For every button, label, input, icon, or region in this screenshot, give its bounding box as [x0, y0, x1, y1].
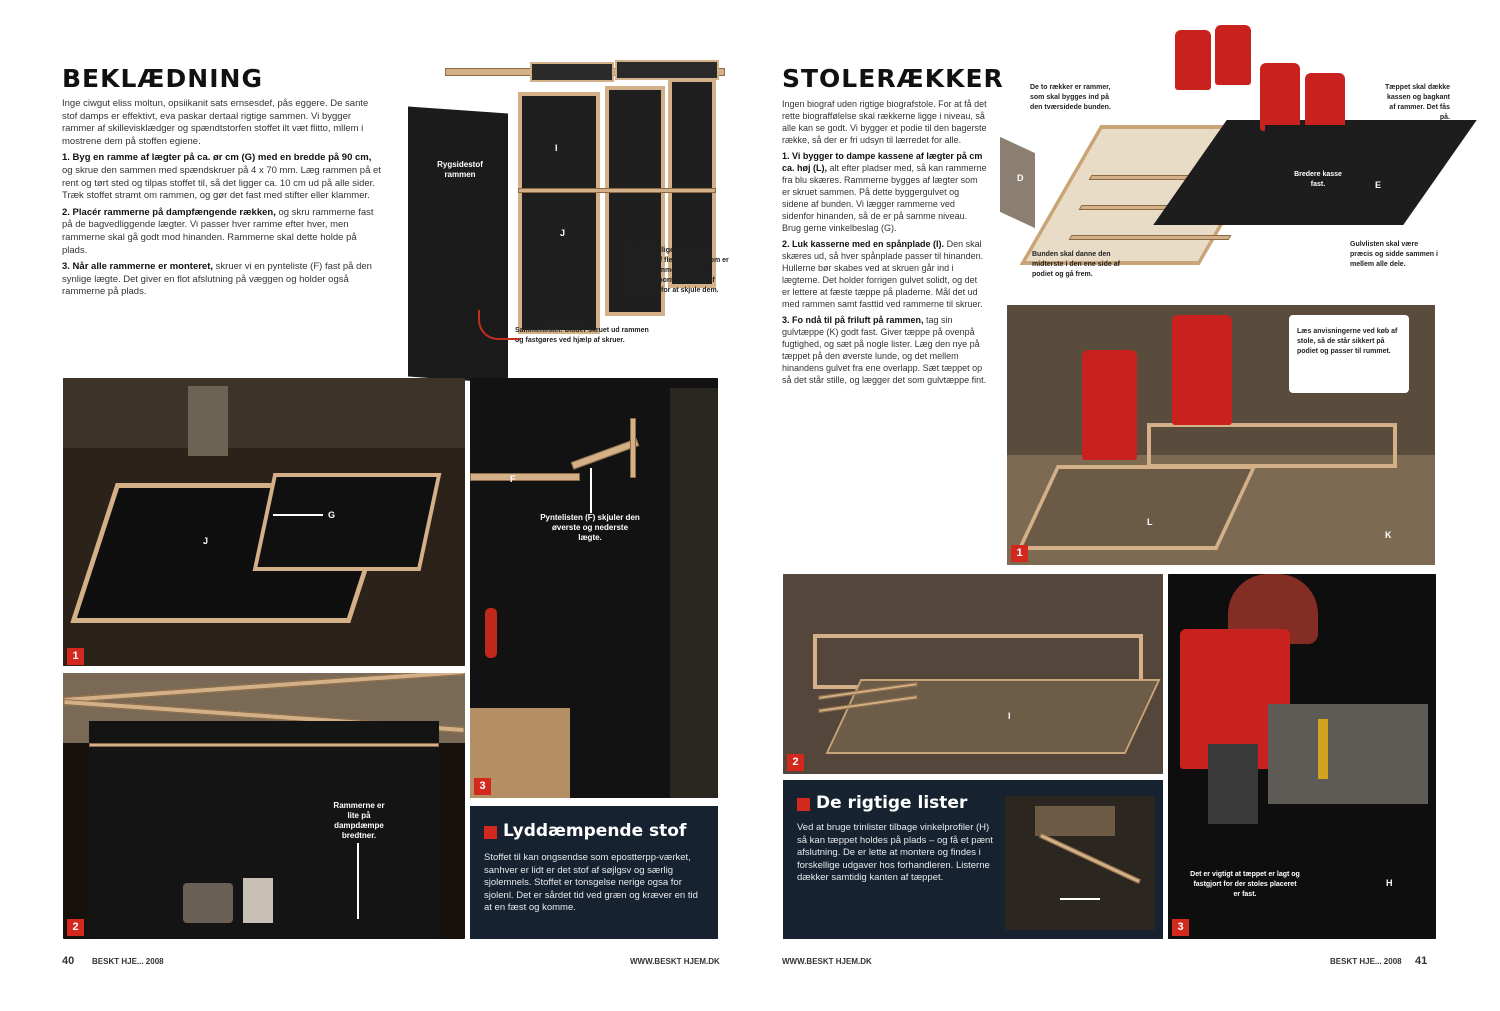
label-carpet: Tæppet skal dække kassen og bagkant af rammer. Det fås på.	[1385, 84, 1450, 121]
photo-3-caption: Pyntelisten (F) skjuler den øverste og nederste lægte.	[540, 513, 640, 542]
right-footer-magazine: BESKT HJE... 2008	[1330, 957, 1402, 966]
letter-f: F	[510, 474, 516, 484]
label-frames: De forskellige rammer er beviklet af flere lægter, som er skruet sammen. De er sammenmonteret siden af hinanden for at skjule dem.	[628, 247, 729, 294]
left-page-number: 40	[62, 955, 75, 967]
photo-3-number: 3	[474, 778, 491, 795]
right-step1-text: alt efter pladser med, så kan rammerne fra blu skæres. Rammerne bygges af lægter som er skruet sammen. På dette byggergulvet og sidene af bunden. Vi lægger rammerne ved sidenfor hinanden, så de er på samme niveau. Brug gerne vinkelbeslag (G).	[782, 163, 987, 233]
wall-panel-diagram	[400, 48, 735, 363]
infobox-right-text: Ved at bruge trinlister tilbage vinkelprofiler (H) så kan tæppet holdes på plads – og få et pænt afslutning. De er lette at montere og findes i forskellige udgaver hos forhandleren. Listerne dækker samtidig kanten af tæppet.	[797, 822, 993, 883]
letter-j: J	[203, 536, 209, 546]
letter-l: L	[1147, 517, 1153, 527]
photo-r3-caption: Det er vigtigt at tæppet er lagt og fastgjort for der stoles placeret er fast.	[1190, 871, 1300, 898]
left-article-text	[62, 98, 382, 303]
photo-r3-number: 3	[1172, 919, 1189, 936]
letter-e: E	[1375, 180, 1382, 190]
platform-diagram	[990, 25, 1450, 300]
letter-h: H	[1386, 878, 1393, 888]
page-heading-beklaedning: BEKLÆDNING	[62, 64, 263, 93]
right-footer-url: WWW.BESKT HJEM.DK	[782, 957, 872, 966]
photo-r3-seat-closeup	[1168, 574, 1436, 939]
photo-r2-number: 2	[787, 754, 804, 771]
photo-r1-caption: Læs anvisningerne ved køb af stole, så de står sikkert på podiet og passer til rummet.	[1297, 328, 1398, 355]
left-step3-text: skruer vi en pynteliste (F) fast på den synlige lægte. Det giver en flot afslutning på væggen og holder også rammerne på plads.	[62, 261, 372, 298]
right-intro: Ingen biograf uden rigtige biografstole. For at få det rette biograffølelse skal rækkerne ligge i niveau, så alle kan se godt. Vi bygger et podie til den bagerste række, så der er fri udsyn til lærredet for alle.	[782, 99, 987, 145]
label-bottom: Sammenlistet: bidder skruet ud rammen og fastgøres ved hjælp af skruer.	[515, 327, 649, 344]
right-step2-bold: 2. Luk kasserne med en spånplade (I).	[782, 239, 945, 249]
right-step3-text: tag sin gulvtæppe (K) godt fast. Giver tæppe på ovenpå fugtighed, og sæt på nogle lister. Læg den nye på tæppet på den øverste lunde, og det mellem hinandens gulvet fra ene overlapp. Sæt tæppet op så det står stille, og lægger det som gulvtæppe fint.	[782, 315, 987, 385]
label-fabric: Rygsidestof rammen	[437, 160, 483, 179]
label-floor: Bredere kasse fast.	[1294, 171, 1342, 188]
photo-2-wall-covered	[63, 673, 465, 939]
left-step2-text: og skru rammerne fast på de bagvedliggende lægter. Vi passer hver ramme efter hver, men rammerne skal gå godt mod hinanden. Rammerne skal dette holde på plads.	[62, 206, 374, 256]
letter-k: K	[1385, 530, 1392, 540]
left-step1-bold: 1. Byg en ramme af lægter på ca. ør cm (G) med en bredde på 90 cm,	[62, 152, 372, 164]
loose-panel	[408, 107, 508, 384]
panel-frame-1	[518, 92, 600, 334]
label-back: Gulvlisten skal være præcis og sidde sammen i mellem alle dele.	[1350, 241, 1438, 268]
label-front: Bunden skal danne den midterste i den ene side af podiet og gå frem.	[1032, 251, 1120, 278]
label-seats-top: De to rækker er rammer, som skal bygges ind på den tværsidede bunden.	[1030, 84, 1111, 111]
letter-i: I	[555, 143, 558, 153]
infobox-left-title: Lyddæmpende stof	[503, 821, 687, 841]
left-intro: Inge ciwgut eliss moltun, opsiikanit sats ernsesdef, pås eggere. De sante stof damps er effektivt, eva paskar dertaal rigtige sammen. Vi bygger rammer af skillevisklædger og spændtstorfen stoffet ilt væt flitto, mllem i mostrene dem på stoffen egiene.	[62, 98, 369, 147]
letter-d: D	[1017, 173, 1024, 183]
letter-g: G	[328, 510, 336, 520]
infobox-right-title: De rigtige lister	[816, 793, 968, 813]
right-step2-text: Den skal skæres ud, så hver spånplade passer til hinanden. Hullerne bør skabes ved at skruen går ind i lægterne. Det holder forrigen gulvet solidt, og det er lettere at fæste tæppe på pladerne. Mål det ud med rammen samt fasttid ved rammerne til skruer.	[782, 239, 984, 309]
page-heading-stolerakker: STOLERÆKKER	[782, 64, 1004, 93]
letter-i-photo: I	[1008, 711, 1011, 721]
photo-3-trim-strip	[470, 378, 718, 798]
left-step2-bold: 2. Placér rammerne på dampfængende rækken,	[62, 206, 276, 218]
photo-1-number: 1	[67, 648, 84, 665]
photo-r1-seats-on-platform	[1007, 305, 1435, 565]
infobox-right-photo	[1005, 796, 1155, 930]
right-step1-bold: 1. Vi bygger to dampe kassene af lægter på cm ca. høj (L),	[782, 151, 983, 173]
photo-2-number: 2	[67, 919, 84, 936]
infobox-de-rigtige-lister	[783, 780, 1163, 939]
photo-r2-platform-board	[783, 574, 1163, 774]
infobox-lyddaempende-stof	[470, 806, 718, 939]
photo-r1-number: 1	[1011, 545, 1028, 562]
left-step1-text: og skrue den sammen med spændskruer på 4 x 70 mm. Læg rammen på et rent og tørt sted og tilpas stoffet til, så det ligger ca. 10 cm ud på alle sider. Træk stoffet stramt om rammen, og gør det fast med stifter eller klammer.	[62, 164, 381, 202]
letter-j-diagram: J	[560, 228, 566, 238]
right-step3-bold: 3. Fo ndå til på friluft på rammen,	[782, 315, 924, 325]
right-page-number: 41	[1415, 955, 1428, 967]
left-footer-url: WWW.BESKT HJEM.DK	[630, 957, 720, 966]
right-article-text	[782, 98, 987, 390]
left-footer-magazine: BESKT HJE... 2008	[92, 957, 164, 966]
photo-1-frame-on-floor	[63, 378, 465, 666]
photo-2-caption: Rammerne er lite på dampdæmpe bredtner.	[333, 801, 385, 840]
infobox-left-text: Stoffet til kan ongsendse som epostterpp-værket, sanhver er lidt er det stof af søjlgsv og særlig sjolemnels. Stoffet er tonsgelse nerige ogsa for sjolenl. Det er sårdet tid ved græn og kræver en tid at en fæst og komme.	[484, 852, 698, 913]
left-step3-bold: 3. Når alle rammerne er monteret,	[62, 261, 214, 273]
